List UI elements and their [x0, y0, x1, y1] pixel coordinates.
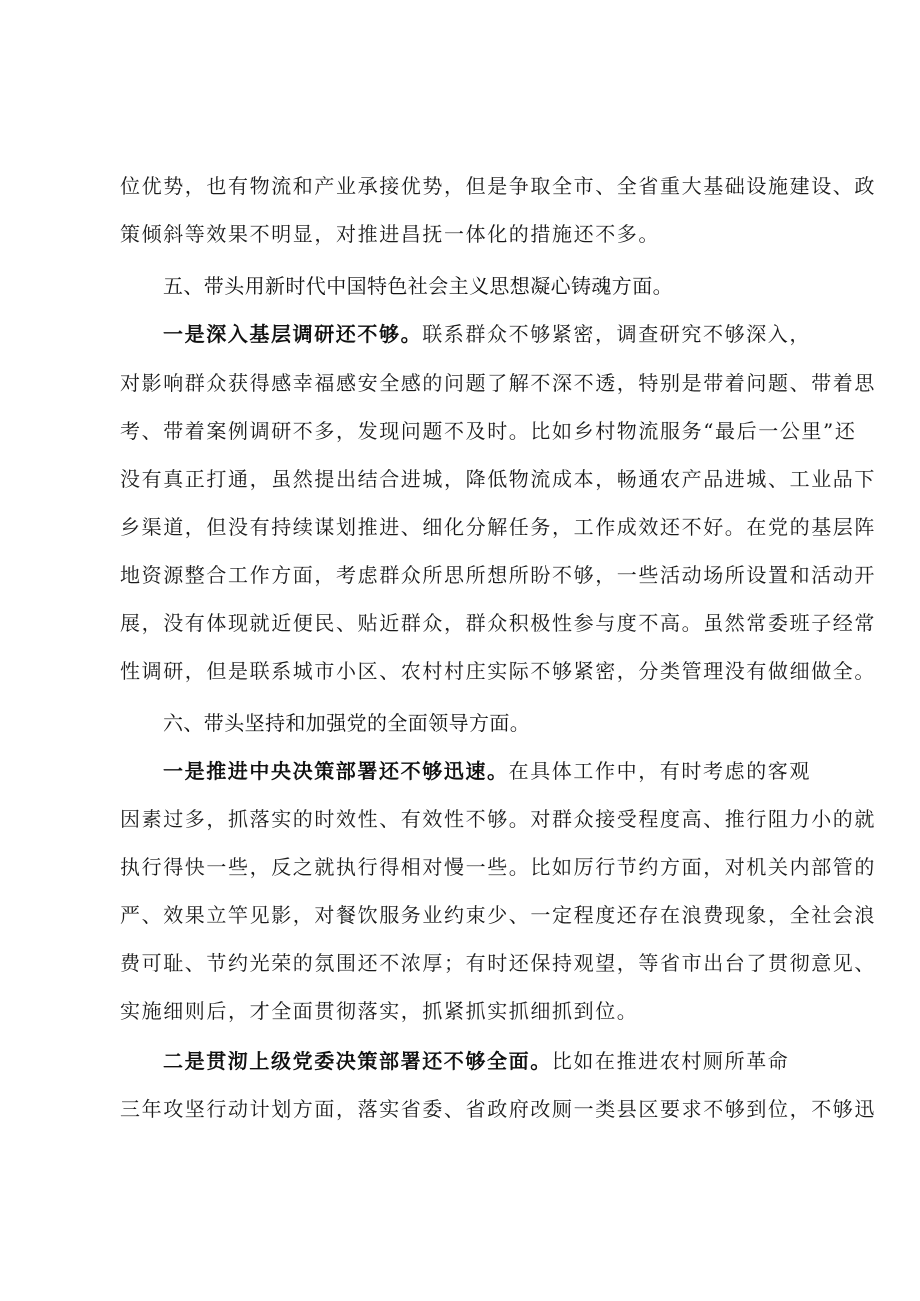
lead-sentence: 一是推进中央决策部署还不够迅速。: [163, 759, 509, 783]
body-text: 对影响群众获得感幸福感安全感的问题了解不深不透，特别是带着问题、带着思: [120, 371, 876, 395]
paragraph-line: [120, 461, 920, 497]
body-text: 策倾斜等效果不明显，对推进昌抚一体化的措施还不多。: [120, 222, 660, 246]
paragraph-line: [120, 216, 920, 252]
paragraph-line: [120, 1091, 920, 1127]
paragraph-line: [120, 653, 920, 689]
body-text: 因素过多，抓落实的时效性、有效性不够。对群众接受程度高、推行阻力小的就: [120, 807, 876, 831]
section-heading: [163, 705, 920, 741]
paragraph-line: [120, 605, 920, 641]
body-text: 乡渠道，但没有持续谋划推进、细化分解任务，工作成效还不好。在党的基层阵: [120, 515, 876, 539]
body-text: 严、效果立竿见影，对餐饮服务业约束少、一定程度还存在浪费现象，全社会浪: [120, 903, 876, 927]
paragraph-line: [120, 897, 920, 933]
body-text: 位优势，也有物流和产业承接优势，但是争取全市、全省重大基础设施建设、政: [120, 174, 876, 198]
body-text: 三年攻坚行动计划方面，落实省委、省政府改厕一类县区要求不够到位，不够迅: [120, 1097, 876, 1121]
paragraph-line: [163, 753, 920, 789]
body-text: 费可耻、节约光荣的氛围还不浓厚；有时还保持观望，等省市出台了贯彻意见、: [120, 951, 876, 975]
body-text: 联系群众不够紧密，调查研究不够深入，: [422, 322, 812, 346]
paragraph-line: [163, 316, 920, 352]
body-text: 性调研，但是联系城市小区、农村村庄实际不够紧密，分类管理没有做细做全。: [120, 659, 876, 683]
paragraph-line: [120, 365, 920, 401]
paragraph-line: [120, 801, 920, 837]
body-text: 实施细则后，才全面贯彻落实，抓紧抓实抓细抓到位。: [120, 999, 639, 1023]
paragraph-line: [120, 413, 920, 449]
body-text: 地资源整合工作方面，考虑群众所思所想所盼不够，一些活动场所设置和活动开: [120, 563, 876, 587]
lead-sentence: 一是深入基层调研还不够。: [163, 322, 423, 346]
paragraph-line: [120, 557, 920, 593]
section-heading: [163, 268, 920, 304]
body-text: 没有真正打通，虽然提出结合进城，降低物流成本，畅通农产品进城、工业品下: [120, 467, 876, 491]
body-text: 比如在推进农村厕所革命: [551, 1049, 790, 1073]
body-text: 展，没有体现就近便民、贴近群众，群众积极性参与度不高。虽然常委班子经常: [120, 611, 876, 635]
body-text: 在具体工作中，有时考虑的客观: [508, 759, 812, 783]
heading-text: 六、带头坚持和加强党的全面领导方面。: [163, 711, 531, 735]
body-text: 执行得快一些，反之就执行得相对慢一些。比如厉行节约方面，对机关内部管的: [120, 855, 876, 879]
lead-sentence: 二是贯沏上级党委决策部署还不够全面。: [163, 1049, 552, 1073]
paragraph-line: [120, 849, 920, 885]
paragraph-line: [120, 945, 920, 981]
paragraph-line: [120, 168, 920, 204]
paragraph-line: [120, 993, 920, 1029]
body-text: 考、带着案例调研不多，发现问题不及时。比如乡村物流服务“最后一公里”还: [120, 419, 857, 443]
paragraph-line: [120, 509, 920, 545]
paragraph-line: [163, 1043, 920, 1079]
heading-text: 五、带头用新时代中国特色社会主义思想凝心铸魂方面。: [163, 274, 673, 298]
